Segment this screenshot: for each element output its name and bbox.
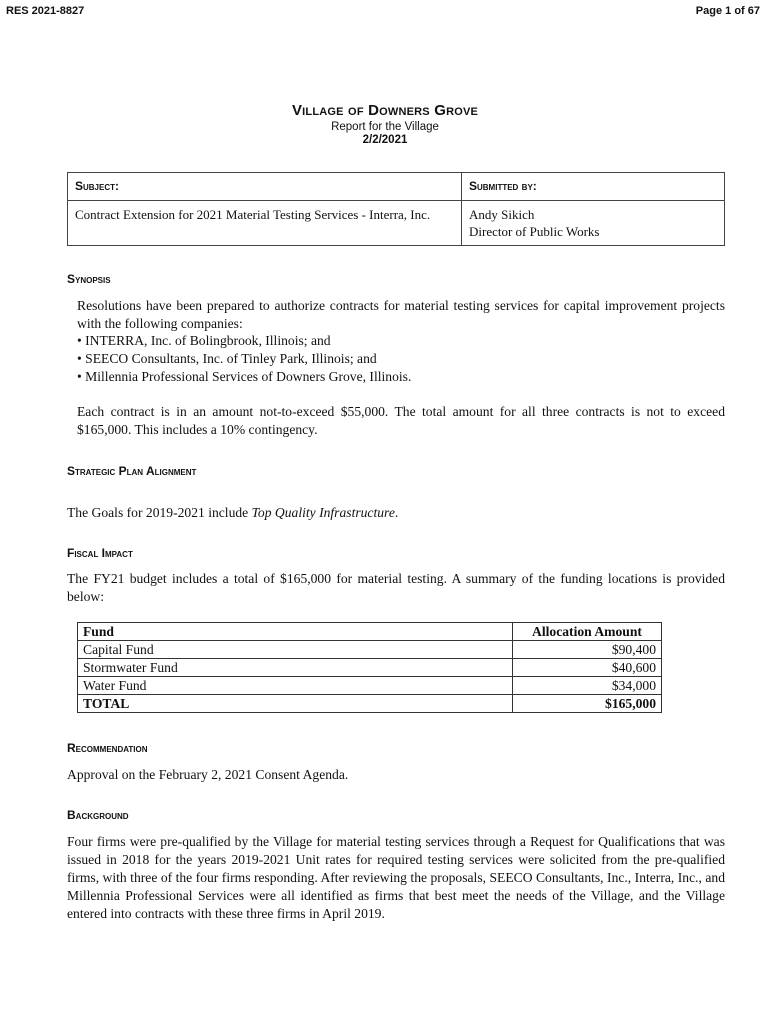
background-text: Four firms were pre-qualified by the Village for material testing services through a Request for Qualifications that was issued in 2018 for the years 2019-2021 Unit rates for required testing services were solicited from the pre-qualified firms, with three of the four firms responding. After reviewing the proposals, SEECO Consultants, Inc., Interra, Inc., and Millennia Professional Services were all identified as firms that best meet the needs of the Village, and the Village entered into contracts with these three firms in April 2019. bbox=[67, 834, 725, 921]
strategic-text-start: The Goals for 2019-2021 include bbox=[67, 505, 252, 520]
table-row bbox=[78, 641, 662, 659]
submitted-by-cell bbox=[462, 201, 725, 246]
subject-table bbox=[67, 172, 725, 246]
table-total-row bbox=[78, 695, 662, 713]
fiscal-text: The FY21 budget includes a total of $165,000 for material testing. A summary of the funding locations is provided below: bbox=[67, 571, 725, 604]
synopsis-bullet: • SEECO Consultants, Inc. of Tinley Park, Illinois; and bbox=[77, 351, 377, 366]
document-id: RES 2021-8827 bbox=[6, 5, 85, 17]
synopsis-bullet: • Millennia Professional Services of Downers Grove, Illinois. bbox=[77, 369, 412, 384]
document-title: Village of Downers Grove bbox=[291, 102, 479, 119]
page-number: Page 1 of 67 bbox=[695, 5, 760, 17]
subject-label: Subject: bbox=[68, 173, 462, 201]
fund-table-header bbox=[78, 623, 662, 641]
subject-text: Contract Extension for 2021 Material Testing Services - Interra, Inc. bbox=[68, 201, 462, 246]
strategic-text bbox=[67, 504, 725, 522]
document-subtitle: Report for the Village bbox=[331, 121, 439, 133]
fund-amount: $90,400 bbox=[513, 641, 662, 659]
table-row bbox=[78, 659, 662, 677]
amount-column-header: Allocation Amount bbox=[513, 623, 662, 641]
fund-amount: $34,000 bbox=[513, 677, 662, 695]
fund-name: Stormwater Fund bbox=[78, 659, 513, 677]
recommendation-text: Approval on the February 2, 2021 Consent Agenda. bbox=[67, 767, 349, 782]
synopsis-intro: Resolutions have been prepared to authorize contracts for material testing services for capital improvement projects with the following companies: bbox=[77, 298, 725, 331]
synopsis-contract-text: Each contract is in an amount not-to-exceed $55,000. The total amount for all three contracts is not to exceed $165,000. This includes a 10% contingency. bbox=[77, 404, 725, 437]
fund-name: Capital Fund bbox=[78, 641, 513, 659]
fund-amount: $40,600 bbox=[513, 659, 662, 677]
strategic-text-end: . bbox=[394, 505, 399, 520]
submitted-by-label: Submitted by: bbox=[462, 173, 725, 201]
fund-column-header: Fund bbox=[78, 623, 513, 641]
document-date: 2/2/2021 bbox=[362, 134, 408, 146]
total-amount: $165,000 bbox=[513, 695, 662, 713]
strategic-goal: Top Quality Infrastructure bbox=[251, 505, 395, 520]
fiscal-heading: Fiscal Impact bbox=[67, 546, 133, 560]
strategic-heading: Strategic Plan Alignment bbox=[67, 464, 197, 478]
submitter-title: Director of Public Works bbox=[469, 224, 600, 239]
background-heading: Background bbox=[67, 808, 129, 822]
submitter-name: Andy Sikich bbox=[469, 207, 535, 222]
total-label: TOTAL bbox=[78, 695, 513, 713]
synopsis-heading: Synopsis bbox=[67, 272, 111, 286]
fund-table bbox=[77, 622, 662, 713]
synopsis-bullet: • INTERRA, Inc. of Bolingbrook, Illinois; and bbox=[77, 333, 331, 348]
table-row bbox=[78, 677, 662, 695]
title-block bbox=[0, 102, 770, 146]
recommendation-heading: Recommendation bbox=[67, 741, 148, 755]
fund-name: Water Fund bbox=[78, 677, 513, 695]
